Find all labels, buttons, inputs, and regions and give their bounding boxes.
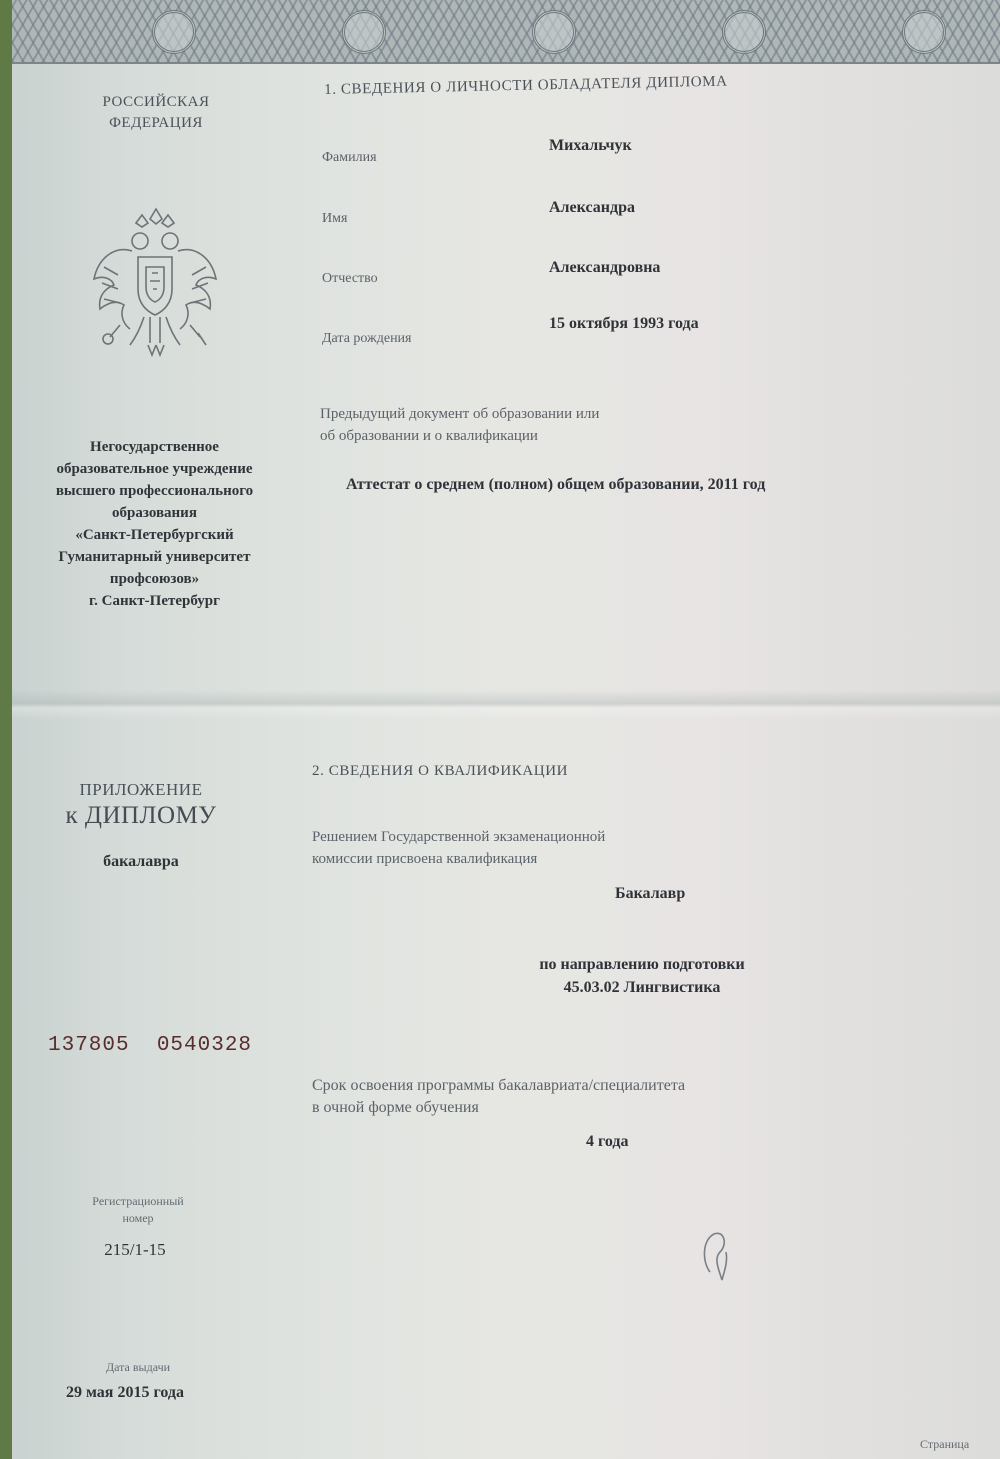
registration-label: Регистрационный номер (92, 1194, 184, 1225)
birthdate-value: 15 октября 1993 года (549, 315, 699, 332)
page-label: Страница (920, 1437, 970, 1451)
appendix-subtitle: к ДИПЛОМУ (65, 802, 217, 829)
patronymic-value: Александровна (549, 259, 661, 276)
security-border (12, 0, 1000, 64)
border-rosette (152, 10, 196, 54)
patronymic-label: Отчество (322, 271, 378, 286)
previous-doc-value: Аттестат о среднем (полном) общем образовании, 2011 год (346, 476, 766, 493)
registration-number: 215/1-15 (104, 1240, 166, 1259)
birthdate-label: Дата рождения (322, 331, 412, 346)
appendix-title: ПРИЛОЖЕНИЕ (79, 780, 203, 799)
issue-date-value: 29 мая 2015 года (66, 1384, 184, 1401)
border-rosette (532, 10, 576, 54)
decision-text: Решением Государственной экзаменационной комиссии присвоена квалификация (312, 829, 606, 867)
surname-value: Михальчук (549, 137, 632, 154)
name-label: Имя (322, 211, 348, 226)
border-rosette (342, 10, 386, 54)
institution-name: Негосударственное образовательное учреждение высшего профессионального образования «Санкт-Петербургский Гуманитарный университет профсоюзов» г. Санкт-Петербург (55, 439, 254, 609)
serial-number: 137805 0540328 (48, 1034, 253, 1057)
border-rosette (902, 10, 946, 54)
coat-of-arms-icon (74, 205, 234, 365)
country-name: РОССИЙСКАЯ ФЕДЕРАЦИЯ (102, 94, 210, 131)
previous-doc-label: Предыдущий документ об образовании или об образовании и о квалификации (320, 406, 600, 444)
handwritten-mark-icon (692, 1222, 742, 1292)
name-value: Александра (549, 199, 635, 216)
degree-type: бакалавра (103, 853, 179, 870)
diploma-supplement-page (12, 0, 1000, 1459)
duration-value: 4 года (586, 1133, 629, 1150)
border-rosette (722, 10, 766, 54)
study-direction: по направлению подготовки 45.03.02 Лингвистика (539, 956, 745, 996)
qualification-value: Бакалавр (615, 885, 686, 902)
section2-title: 2. СВЕДЕНИЯ О КВАЛИФИКАЦИИ (312, 763, 569, 779)
surname-label: Фамилия (322, 150, 377, 165)
section1-title: 1. СВЕДЕНИЯ О ЛИЧНОСТИ ОБЛАДАТЕЛЯ ДИПЛОМА (324, 73, 728, 98)
duration-label: Срок освоения программы бакалавриата/специалитета в очной форме обучения (312, 1077, 686, 1116)
issue-date-label: Дата выдачи (105, 1360, 171, 1374)
